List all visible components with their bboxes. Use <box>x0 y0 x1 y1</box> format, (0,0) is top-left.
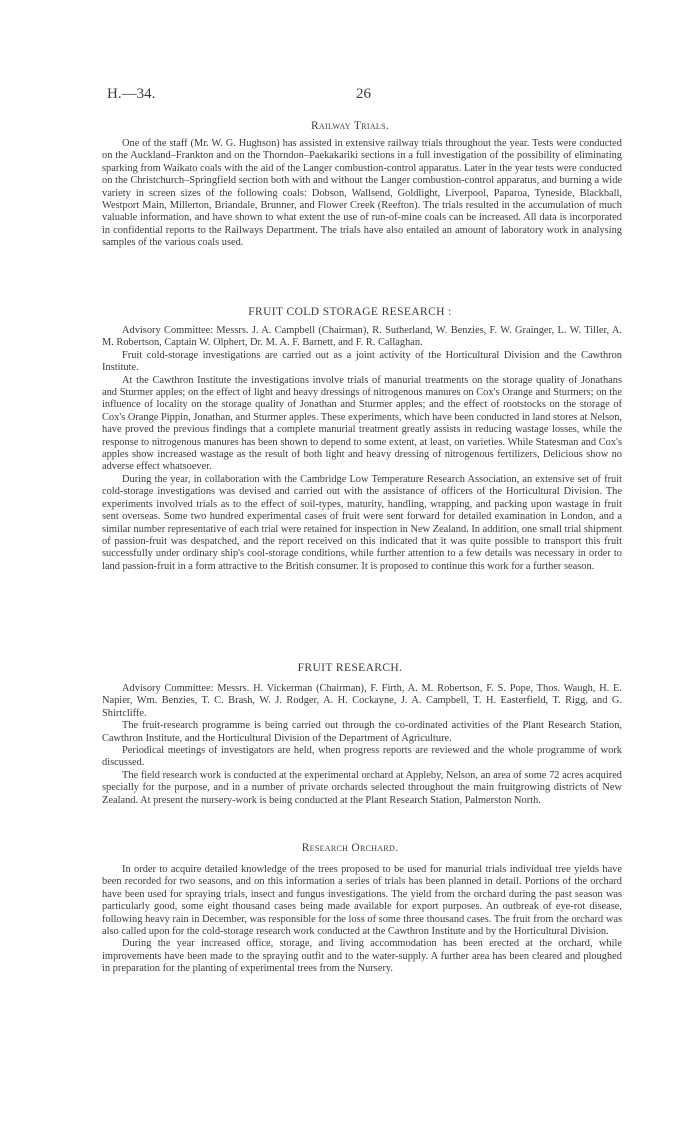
paragraph: Periodical meetings of investigators are held, when progress reports are reviewed and the whole programme of work discussed. <box>102 745 622 769</box>
fruit-research-heading: FRUIT RESEARCH. <box>297 662 403 674</box>
advisory-committee-paragraph: Advisory Committee: Messrs. J. A. Campbell (Chairman), R. Sutherland, W. Benzies, F. W. Grainger, L. W. Tiller, A. M. Robertson, Captain W. Olphert, Dr. M. A. F. Barnett, and F. R. Callaghan. <box>102 325 622 349</box>
paragraph: At the Cawthron Institute the investigations involve trials of manurial treatments on the storage quality of Jonathans and Sturmer apples; on the effect of light and heavy dressings of nitrogenous manures on Cox's Orange and Sturmers; on the influence of locality on the storage quality of Jonathan and Sturmer apples; and the effect of rootstocks on the storage of Cox's Orange Pippin, Jonathan, and Sturmer apples. These experiments, which have been conducted in land stores at Nelson, have proved the previous findings that a complete manurial treatment greatly assists in reducing wastage losses, while the response to nitrogenous manures has been shown to depend to some extent, at least, on varieties. While Statesman and Cox's apples show increased wastage as the result of both light and heavy dressing of nitrogenous fertilizers, Delicious show no adverse effect whatsoever. <box>102 374 622 473</box>
document-reference: H.—34. <box>107 86 156 102</box>
paragraph: One of the staff (Mr. W. G. Hughson) has assisted in extensive railway trials throughout the year. Tests were conducted on the Auckland–Frankton and on the Thorndon–Paekakariki sections in a full investigation of the possibility of eliminating sparking from Waikato coals with the aid of the Langer combustion-control apparatus. Later in the year tests were conducted on the Christchurch–Springfield section both with and without the Langer combustion-control apparatus, and burning a wide variety in screen sizes of the following coals: Dobson, Wallsend, Goldlight, Liverpool, Paparoa, Tyneside, Blackball, Westport Main, Millerton, Briandale, Brunner, and Flower Creek (Reefton). The trials resulted in the accumulation of much valuable information, and have shown to what extent the use of run-of-mine coals can be increased. All data is incorporated in confidential reports to the Railways Department. The trials have also entailed an amount of laboratory work in analysing samples of the various coals used. <box>102 138 622 249</box>
railway-trials-heading: Railway Trials. <box>310 120 390 132</box>
research-orchard-section <box>102 864 622 976</box>
page-number: 26 <box>356 86 371 102</box>
advisory-committee-paragraph: Advisory Committee: Messrs. H. Vickerman (Chairman), F. Firth, A. M. Robertson, F. S. Pope, Thos. Waugh, H. E. Napier, Wm. Benzies, T. C. Brash, W. J. Rodger, A. H. Cockayne, J. A. Campbell, T. H. Easterfield, T. Rigg, and G. Shirtcliffe. <box>102 683 622 719</box>
research-orchard-heading: Research Orchard. <box>301 842 399 854</box>
paragraph: The field research work is conducted at the experimental orchard at Appleby, Nelson, an area of some 72 acres acquired specially for the purpose, and in a number of private orchards selected throughout the main fruitgrowing districts of New Zealand. At present the nursery-work is being conducted at the Plant Research Station, Palmerston North. <box>102 769 622 806</box>
paragraph: During the year increased office, storage, and living accommodation has been erected at the orchard, while improvements have been made to the spraying outfit and to the water-supply. A further area has been cleared and ploughed in preparation for the planting of experimental trees from the Nursery. <box>102 938 622 975</box>
paragraph: In order to acquire detailed knowledge of the trees proposed to be used for manurial trials individual tree yields have been recorded for two seasons, and on this information a series of trials has been planned in detail. Portions of the orchard have been used for spraying trials, insect and fungus investigations. The yield from the orchard during the past season was particularly good, some eight thousand cases being made available for export purposes. An outbreak of eye-rot disease, following heavy rain in December, was responsible for the loss of some three thousand cases. The fruit from the orchard was also called upon for the cold-storage research work conducted at the Cawthron Institute and by the Horticultural Division. <box>102 864 622 938</box>
fruit-research-section <box>102 683 622 807</box>
railway-trials-section <box>102 138 622 250</box>
fruit-cold-storage-section <box>102 325 622 573</box>
paragraph: During the year, in collaboration with the Cambridge Low Temperature Research Association, an extensive set of fruit cold-storage investigations was devised and carried out with the assistance of officers of the Horticultural Division. The experiments involved trials as to the effect of soil-types, maturity, handling, wrapping, and packing upon wastage in fruit sent overseas. Some two hundred experimental cases of fruit were sent forward for detailed examination in London, and a similar number representative of each trial were retained for inspection in New Zealand. In addition, one small trial shipment of passion-fruit was despatched, and the report received on this indicated that it was quite possible to transport this fruit successfully under ordinary ship's cool-storage conditions, while further attention to a few details was necessary in order to land passion-fruit in a form attractive to the British consumer. It is proposed to continue this work for a further season. <box>102 473 622 572</box>
paragraph: The fruit-research programme is being carried out through the co-ordinated activities of the Plant Research Station, Cawthron Institute, and the Horticultural Division of the Department of Agriculture. <box>102 720 622 744</box>
paragraph: Fruit cold-storage investigations are carried out as a joint activity of the Horticultural Division and the Cawthron Institute. <box>102 349 622 374</box>
fruit-cold-storage-heading: FRUIT COLD STORAGE RESEARCH : <box>248 306 452 318</box>
